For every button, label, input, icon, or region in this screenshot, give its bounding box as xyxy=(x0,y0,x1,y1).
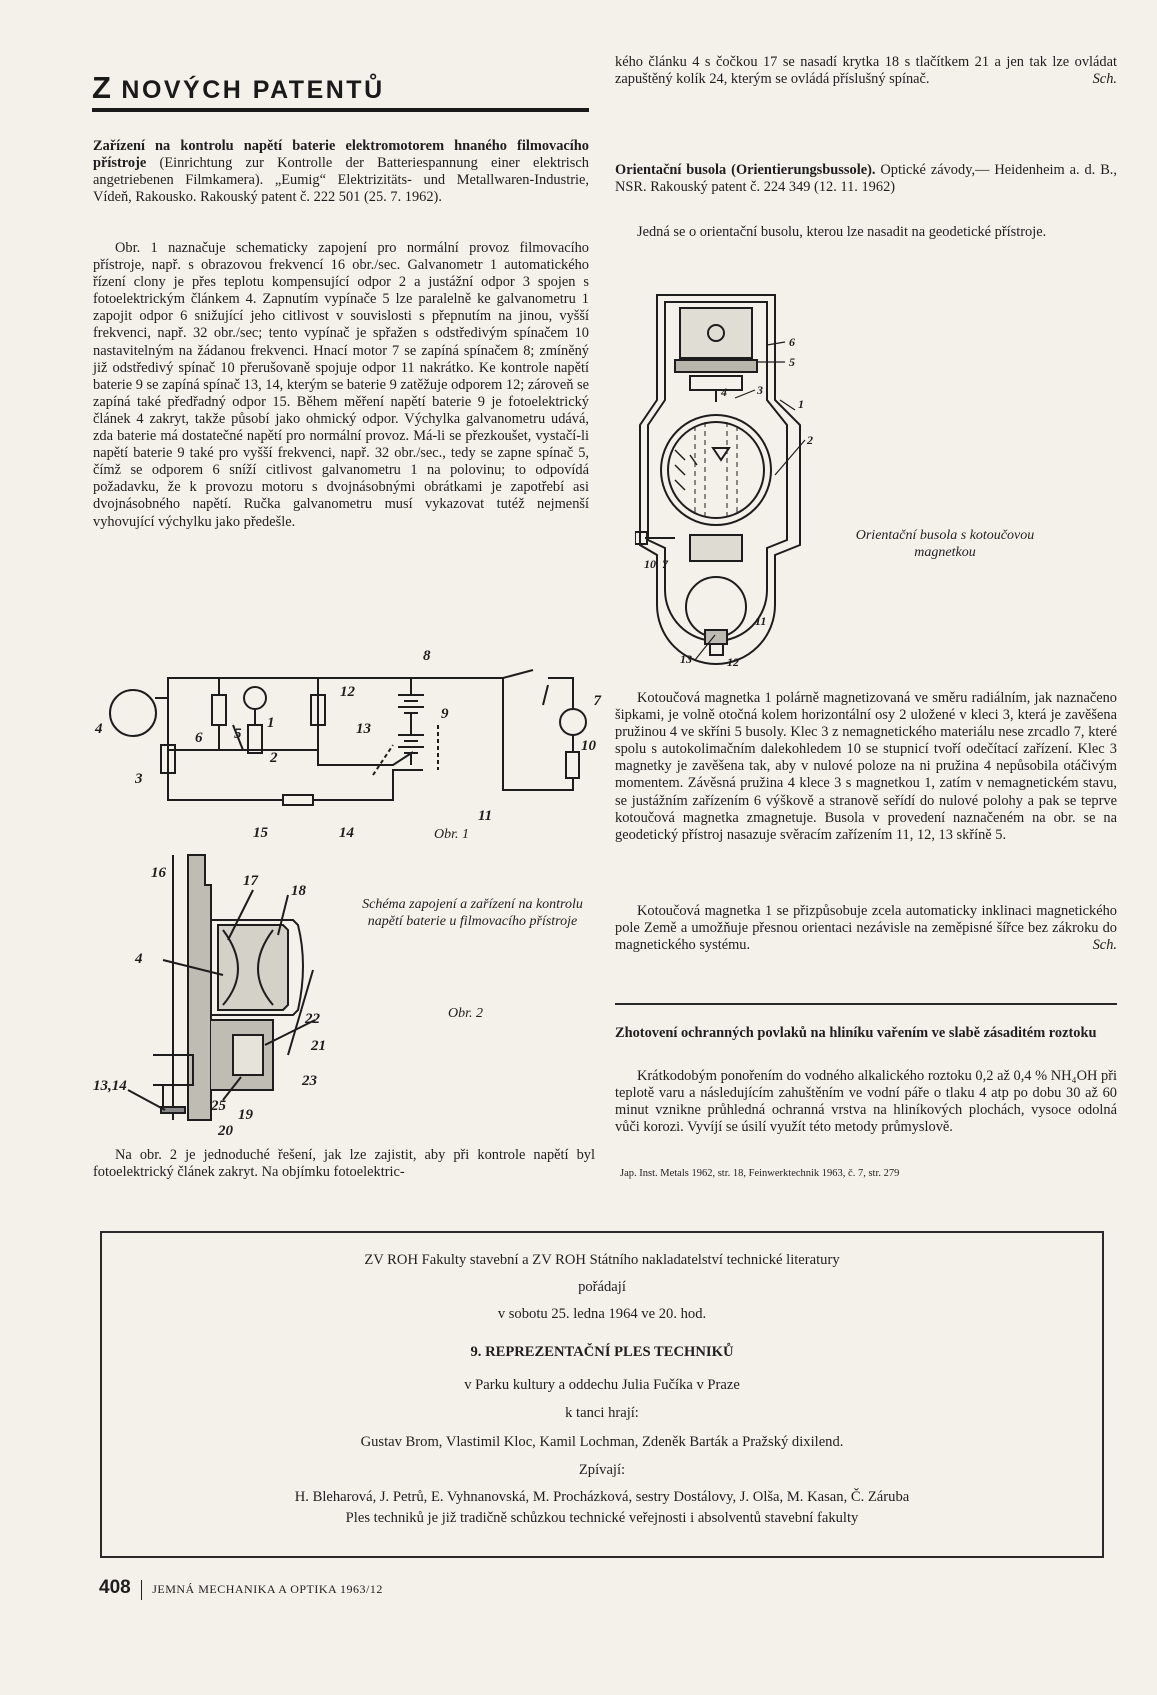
fig3-label-2: 2 xyxy=(807,433,813,447)
article-1-meta: (Einrichtung zur Kontrolle der Batteriespannung einer elektrisch angetriebenen Filmkamera). „Eumig“ Elektrizitäts- und Metallwaren-Industrie, Vídeň, Rakousko. Rakouský patent č. 222 501 (25. 7. 1962). xyxy=(93,155,589,206)
article-1-title: Zařízení na kontrolu napětí baterie elektromotorem hnaného filmovacího přístroje xyxy=(93,138,589,172)
fig2-label-16: 16 xyxy=(151,865,166,881)
announcement-music-label: k tanci hrají: xyxy=(565,1405,639,1421)
fig1-label-10: 10 xyxy=(581,738,596,754)
article-3-source: Jap. Inst. Metals 1962, str. 18, Feinwerktechnik 1963, č. 7, str. 279 xyxy=(620,1168,900,1179)
fig1-label-2: 2 xyxy=(270,750,278,766)
fig2-label-17: 17 xyxy=(243,873,258,889)
fig3-label-4: 4 xyxy=(721,385,727,399)
announcement-musicians: Gustav Brom, Vlastimil Kloc, Kamil Lochman, Zdeněk Barták a Pražský dixilend. xyxy=(360,1434,844,1450)
fig1-label-1: 1 xyxy=(267,715,275,731)
fig2-label-4: 4 xyxy=(135,951,143,967)
fig2-label-21: 21 xyxy=(311,1038,326,1054)
fig3-label-12: 12 xyxy=(727,655,739,669)
figure-3-caption: Orientační busola s kotoučovou magnetkou xyxy=(855,528,1035,560)
article-1-header xyxy=(93,138,589,206)
fig1-label-8: 8 xyxy=(423,648,431,664)
fig3-label-3: 3 xyxy=(757,383,763,397)
fig1-label-13: 13 xyxy=(356,721,371,737)
figure-1-label: Obr. 1 xyxy=(434,827,470,842)
announcement-singers-label: Zpívají: xyxy=(578,1462,626,1478)
article-2-body-2-text: Kotoučová magnetka 1 se přizpůsobuje zcela automaticky inklinaci magnetického pole Země a umožňuje přesnou orientaci nezávisle na zeměpisné šířce bez zákroku do magnetického systému. xyxy=(615,903,1117,954)
fig1-label-11: 11 xyxy=(478,808,493,824)
fig3-label-7: 7 xyxy=(662,557,668,571)
announcement-box xyxy=(100,1231,1104,1558)
article-2-body-2 xyxy=(615,903,1117,954)
announcement-event-title: 9. REPREZENTAČNÍ PLES TECHNIKŮ xyxy=(470,1344,734,1360)
announcement-note: Ples techniků je již tradičně schůzkou technické veřejnosti i absolventů stavební fakulty xyxy=(345,1510,859,1526)
fig1-label-5: 5 xyxy=(234,726,242,742)
article-3-body: Krátkodobým ponořením do vodného alkalického roztoku 0,2 až 0,4 % NH₄OH při teplotě varu a následujícím zahuštěním ve vodní páře o tlaku 4 atp po dobu 30 až 60 minut vznikne průhledná ochranná vrstva na hliníkových plochách, vysoce odolná vůči korozi. Vyvíjí se úsilí využít této metody průmyslově. xyxy=(615,1068,1117,1136)
fig2-label-18: 18 xyxy=(291,883,306,899)
journal-name: JEMNÁ MECHANIKA A OPTIKA 1963/12 xyxy=(152,1582,383,1596)
fig3-label-1: 1 xyxy=(798,397,804,411)
fig3-label-13: 13 xyxy=(680,652,692,666)
section-title: Z NOVÝCH PATENTŮ xyxy=(92,70,385,105)
article-2-intro: Jedná se o orientační busolu, kterou lze nasadit na geodetické přístroje. xyxy=(637,224,1047,240)
fig3-label-11: 11 xyxy=(755,614,767,628)
figure-3-compass xyxy=(635,290,835,680)
article-2-title: Orientační busola (Orientierungsbussole). xyxy=(615,162,876,178)
article-1-continued-text: kého článku 4 s čočkou 17 se nasadí krytka 18 s tlačítkem 21 a jen tak lze ovládat zapuštěný kolík 24, kterým se ovládá příslušný spínač. xyxy=(615,54,1117,88)
fig1-label-15: 15 xyxy=(253,825,268,841)
fig2-label-13-14: 13,14 xyxy=(93,1078,127,1094)
fig2-label-23: 23 xyxy=(302,1073,317,1089)
fig2-label-22: 22 xyxy=(305,1011,320,1027)
signature: Sch. xyxy=(1092,71,1117,88)
fig1-label-9: 9 xyxy=(441,706,449,722)
article-divider xyxy=(615,1003,1117,1005)
article-3-title: Zhotovení ochranných povlaků na hliníku vařením ve slabě zásaditém roztoku xyxy=(615,1025,1097,1041)
figure-2-drawing xyxy=(93,845,353,1145)
article-2-header xyxy=(615,162,1117,196)
fig1-label-3: 3 xyxy=(135,771,143,787)
fig2-label-25: 25 xyxy=(211,1098,226,1114)
fig1-label-6: 6 xyxy=(195,730,203,746)
article-2-meta: Optické závody,— Heidenheim a. d. B., NSR. Rakouský patent č. 224 349 (12. 11. 1962) xyxy=(615,162,1117,196)
page-number: 408 xyxy=(99,1577,131,1598)
fig1-label-7: 7 xyxy=(593,693,601,709)
motor-symbol xyxy=(560,709,586,735)
fig1-label-12: 12 xyxy=(340,684,355,700)
announcement-organizers: ZV ROH Fakulty stavební a ZV ROH Státního nakladatelství technické literatury xyxy=(364,1252,840,1268)
figure-2-label: Obr. 2 xyxy=(448,1006,484,1021)
article-1-end: Na obr. 2 je jednoduché řešení, jak lze zajistit, aby při kontrole napětí byl fotoelektrický článek zakryt. Na objímku fotoelektric- xyxy=(93,1147,595,1181)
page-footer xyxy=(99,1577,383,1600)
signature-2: Sch. xyxy=(1092,937,1117,954)
photocell-symbol xyxy=(110,690,156,736)
announcement-singers: H. Bleharová, J. Petrů, E. Vyhnanovská, M. Procházková, sestry Dostálovy, J. Olša, M. Kasan, Č. Záruba xyxy=(294,1489,910,1505)
fig2-label-19: 19 xyxy=(238,1107,253,1123)
figure-1-caption: Schéma zapojení a zařízení na kontrolu napětí baterie u filmovacího přístroje xyxy=(362,897,583,929)
fig1-label-4: 4 xyxy=(95,721,103,737)
announcement-venue: v Parku kultury a oddechu Julia Fučíka v Praze xyxy=(464,1377,740,1393)
footer-divider xyxy=(141,1580,143,1600)
announcement-line-2: pořádají xyxy=(578,1279,626,1295)
figure-1-circuit xyxy=(93,640,603,855)
article-1-continued xyxy=(615,54,1117,88)
fig1-label-14: 14 xyxy=(339,825,354,841)
fig3-label-10: 10 xyxy=(644,557,656,571)
article-2-body-1: Kotoučová magnetka 1 polárně magnetizovaná ve směru radiálním, jak naznačeno šipkami, je volně otočná kolem horizontální osy 2 uložené v kleci 3, která je zavěšena pružinou 4 ve skříni 5 busoly. Klec 3 z nemagnetického materiálu nese zrcadlo 7, které spolu s autokolimačním dalekohledem 10 se stupnicí tvoří odečítací zařízení. Klec 3 magnetky je zavěšena tak, aby v nulové poloze na ni pružina 4 nepůsobila otáčivým momentem. Závěsná pružina 4 klece 3 s magnetkou 1, zatím v nemagnetickém stavu, se justážním zařízením 6 výškově a stranově seřídí do nulové polohy a pak se teprve kotoučová magnetka zmagnetuje. Busola v provedení naznačeném na obr. se na geodetický přístroj nasazuje svěracím zařízením 11, 12, 13 skříně 5. xyxy=(615,690,1117,843)
announcement-date: v sobotu 25. ledna 1964 ve 20. hod. xyxy=(497,1306,707,1322)
fig3-label-6: 6 xyxy=(789,335,795,349)
fig2-label-20: 20 xyxy=(218,1123,233,1139)
fig3-label-5: 5 xyxy=(789,355,795,369)
article-1-body: Obr. 1 naznačuje schematicky zapojení pro normální provoz filmovacího přístroje, např. s obrazovou frekvencí 16 obr./sec. Galvanometr 1 automatického řízení clony je přes teplotu kompensující odpor 2 a justážní odpor 3 spojen s fotoelektrickým článkem 4. Zapnutím vypínače 5 lze paralelně ke galvanometru 1 zapojit odpor 6 snižující jeho citlivost v souvislosti s přepnutím na jinou, vyšší frekvenci, např. 32 obr./sec; tento vypínač je spřažen s odstředivým spínačem 10 nastavitelným na žádanou frekvenci. Hnací motor 7 se zapíná spínačem 8; zmíněný již odstředivý spínač 10 přerušovaně spojuje odpor 11 nakrátko. Ke kontrole napětí baterie 9 se zapíná spínač 13, 14, kterým se baterie 9 zatěžuje odporem 12; zároveň se zapíná také předřadný odpor 15. Během měření napětí baterie 9 je fotoelektrický článek 4 zakryt, takže působí jako ohmický odpor. Výchylka galvanometru udává, zda baterie má dostatečné napětí pro normální provoz. Má-li se přezkoušet, vystačí-li napětí baterie 9 také pro vyšší frekvenci, např. 32 obr./sec., tedy se zapne spínač 5, čímž se odporem 6 sníží citlivost galvanometru 1 na polovinu; to odpovídá požadavku, že k provozu motoru s dvojnásobnými obrátkami je zapotřebí asi dvojnásobného napětí. Ručka galvanometru musí vykazovat tutéž nejmenší vyhovující výchylku jako předešle. xyxy=(93,240,589,530)
title-rule xyxy=(92,108,589,112)
